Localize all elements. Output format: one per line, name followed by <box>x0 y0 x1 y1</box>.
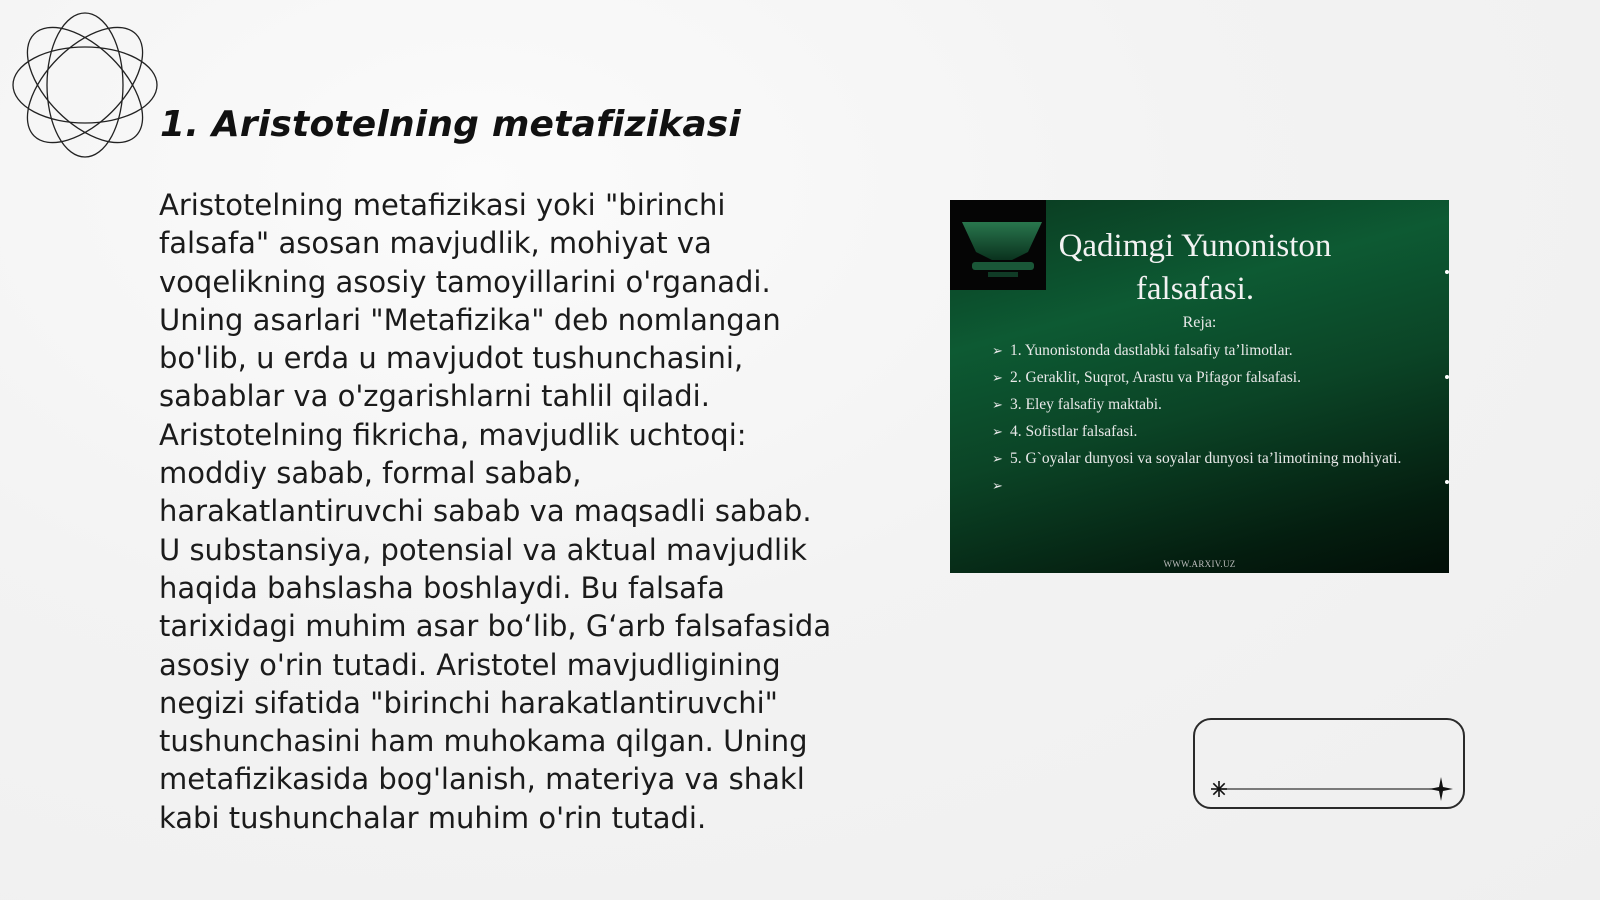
slide-edge-dot <box>1445 270 1449 274</box>
slide-plan-list <box>992 340 1432 502</box>
slide-title <box>1045 225 1345 311</box>
slide-plan-item: ➢ 5. G`oyalar dunyosi va soyalar dunyosi ta’limotining mohiyati. <box>992 448 1432 470</box>
star-line-icon <box>1195 720 1467 811</box>
bullet-arrow-icon: ➢ <box>992 397 1003 412</box>
bullet-arrow-icon: ➢ <box>992 478 1003 493</box>
slide-plan-item: ➢ 3. Eley falsafiy maktabi. <box>992 394 1432 416</box>
slide-plan-item: ➢ 1. Yunonistonda dastlabki falsafiy ta’limotlar. <box>992 340 1432 362</box>
decorative-capsule-frame <box>1193 718 1465 809</box>
slide-plan-item-empty <box>992 475 1432 497</box>
slide-plan-item: ➢ 2. Geraklit, Suqrot, Arastu va Pifagor falsafasi. <box>992 367 1432 389</box>
greek-vase-icon <box>958 218 1046 280</box>
decorative-rosette-icon <box>10 10 160 160</box>
embedded-slide-image <box>950 200 1449 573</box>
bullet-arrow-icon: ➢ <box>992 451 1003 466</box>
body-paragraph: Aristotelning metafizikasi yoki "birinchi falsafa" asosan mavjudlik, mohiyat va voqelikning asosiy tamoyillarini o'rganadi. Uning asarlari "Metafizika" deb nomlangan bo'lib, u erda u mavjudot tushunchasini, sabablar va o'zgarishlarni tahlil qiladi. Aristotelning fikricha, mavjudlik uchtoqi: moddiy sabab, formal sabab, harakatlantiruvchi sabab va maqsadli sabab. U substansiya, potensial va aktual mavjudlik haqida bahslasha boshlaydi. Bu falsafa tarixidagi muhim asar bo‘lib, G‘arb falsafasida asosiy o'rin tutadi. Aristotel mavjudligining negizi sifatida "birinchi harakatlantiruvchi" tushunchasini ham muhokama qilgan. Uning metafizikasida bog'lanish, materiya va shakl kabi tushunchalar muhim o'rin tutadi. <box>159 188 832 835</box>
bullet-arrow-icon: ➢ <box>992 424 1003 439</box>
slide-footer-url: WWW.ARXIV.UZ <box>1163 559 1236 569</box>
page-title: 1. Aristotelning metafizikasi <box>160 104 741 145</box>
slide-edge-dot <box>1445 480 1449 484</box>
slide-title-line1: Qadimgi Yunoniston <box>1058 228 1332 264</box>
slide-edge-dot <box>1445 375 1449 379</box>
slide-title-line2: falsafasi. <box>1135 271 1255 307</box>
slide-plan-item: ➢ 4. Sofistlar falsafasi. <box>992 421 1432 443</box>
slide-reja-label: Reja: <box>1182 314 1217 331</box>
bullet-arrow-icon: ➢ <box>992 370 1003 385</box>
bullet-arrow-icon: ➢ <box>992 343 1003 358</box>
